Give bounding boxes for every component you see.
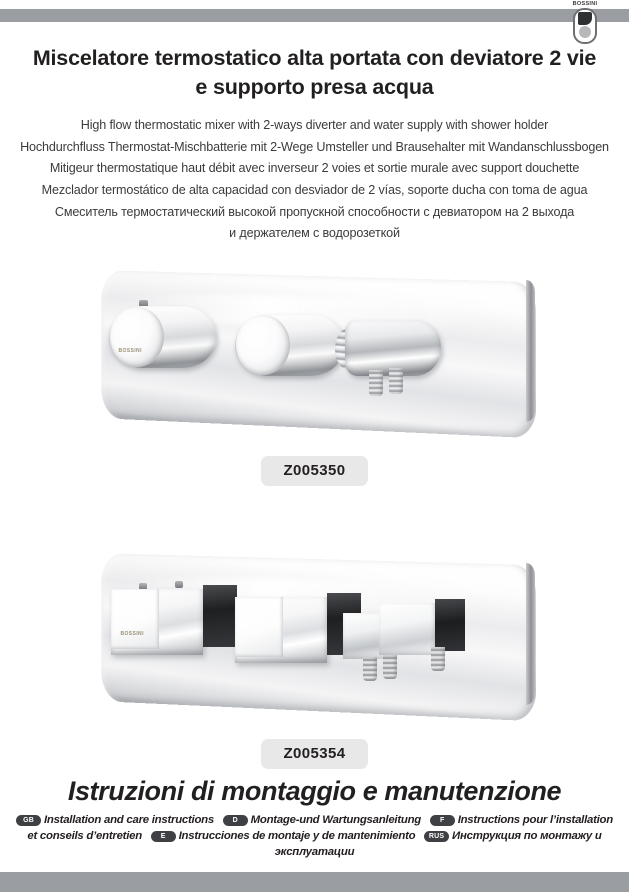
flow-handle-square: [235, 597, 327, 663]
footer-lang-gb: [16, 814, 214, 826]
footer-title: Istruzioni di montaggio e manutenzione: [67, 776, 562, 806]
footer-lang-d: [217, 814, 421, 826]
footer: [0, 776, 629, 861]
knob-brand-label: BOSSINI: [118, 348, 142, 354]
flow-knob-cap: [236, 315, 290, 375]
footer-lang-f-text: Instructions pour l’installation et conseils d’entretien: [27, 814, 613, 843]
temperature-handle-square: [111, 589, 203, 655]
brand-mark-inner-shape: [578, 12, 592, 25]
brand-wordmark: BOSSINI: [568, 1, 602, 7]
knob-brand-label: BOSSINI: [120, 631, 144, 637]
temperature-handle-pin-2: [175, 581, 183, 588]
subtitle-fr: Mitigeur thermostatique haut débit avec inverseur 2 voies et sortie murale avec support douchette: [49, 161, 580, 176]
subtitle-ru: Смеситель термостатический высокой пропускной способности с девиатором на 2 выхода и держателем с водорозеткой: [54, 204, 575, 241]
product-photo-round: [87, 262, 543, 442]
brand-mark-dot-shape: [579, 26, 591, 38]
product-code-z005354: Z005354: [261, 739, 368, 769]
lang-badge-f: F: [430, 815, 455, 826]
bottom-rule-bar: [0, 872, 629, 892]
footer-lang-gb-text: Installation and care instructions: [43, 814, 214, 826]
wall-outlet-block-square: [379, 603, 437, 655]
page-title: [24, 44, 605, 101]
product-figure-z005354: [0, 545, 629, 769]
water-outlet-thread-1: [369, 370, 383, 396]
brand-logo: [568, 0, 604, 46]
footer-lang-e-text: Instrucciones de montaje y de mantenimiento: [178, 830, 416, 843]
water-outlet-thread-1: [363, 657, 377, 681]
plate-right-edge: [526, 563, 535, 705]
plate-right-edge: [526, 280, 535, 422]
lang-badge-e: E: [151, 831, 176, 842]
footer-lang-e: [145, 830, 416, 842]
lang-badge-rus: RUS: [424, 831, 449, 842]
subtitle-en: High flow thermostatic mixer with 2-ways diverter and water supply with shower holder: [80, 118, 549, 132]
water-outlet-thread-2: [383, 655, 397, 679]
wall-outlet-dark-face: [435, 599, 465, 651]
product-code-z005350: Z005350: [261, 456, 368, 486]
water-outlet-thread-2: [389, 368, 403, 394]
lang-badge-d: D: [223, 815, 248, 826]
subtitle-de: Hochdurchfluss Thermostat-Mischbatterie mit 2-Wege Umsteller und Brausehalter mit Wandanschlussbogen: [20, 139, 609, 154]
footer-lang-d-text: Montage-und Wartungsanleitung: [250, 814, 421, 826]
water-outlet-thread-3: [431, 647, 445, 671]
subtitle-list: [14, 115, 615, 245]
subtitle-es: Mezclador termostático de alta capacidad con desviador de 2 vías, soporte ducha con toma de agua: [41, 182, 588, 197]
lang-badge-gb: GB: [16, 815, 41, 826]
footer-language-list: [15, 812, 615, 861]
product-photo-square: [87, 545, 543, 725]
top-rule-bar: [0, 9, 629, 22]
page-title-line-1: Miscelatore termostatico alta portata con deviatore 2 vie: [32, 46, 597, 70]
temperature-knob-cap: [110, 307, 164, 367]
footer-lang-rus-text: Инструкция по монтажу и эксплуатации: [274, 830, 602, 859]
temperature-handle-dark-lever: [203, 585, 237, 647]
product-figure-z005350: [0, 262, 629, 486]
page-title-line-2: e supporto presa acqua: [195, 74, 434, 99]
flow-handle-face: [235, 597, 283, 657]
temperature-handle-face: [111, 589, 159, 649]
flow-knob-round: [235, 314, 345, 376]
temperature-knob-round: [109, 306, 217, 368]
bossini-shower-head-icon: [573, 8, 597, 44]
